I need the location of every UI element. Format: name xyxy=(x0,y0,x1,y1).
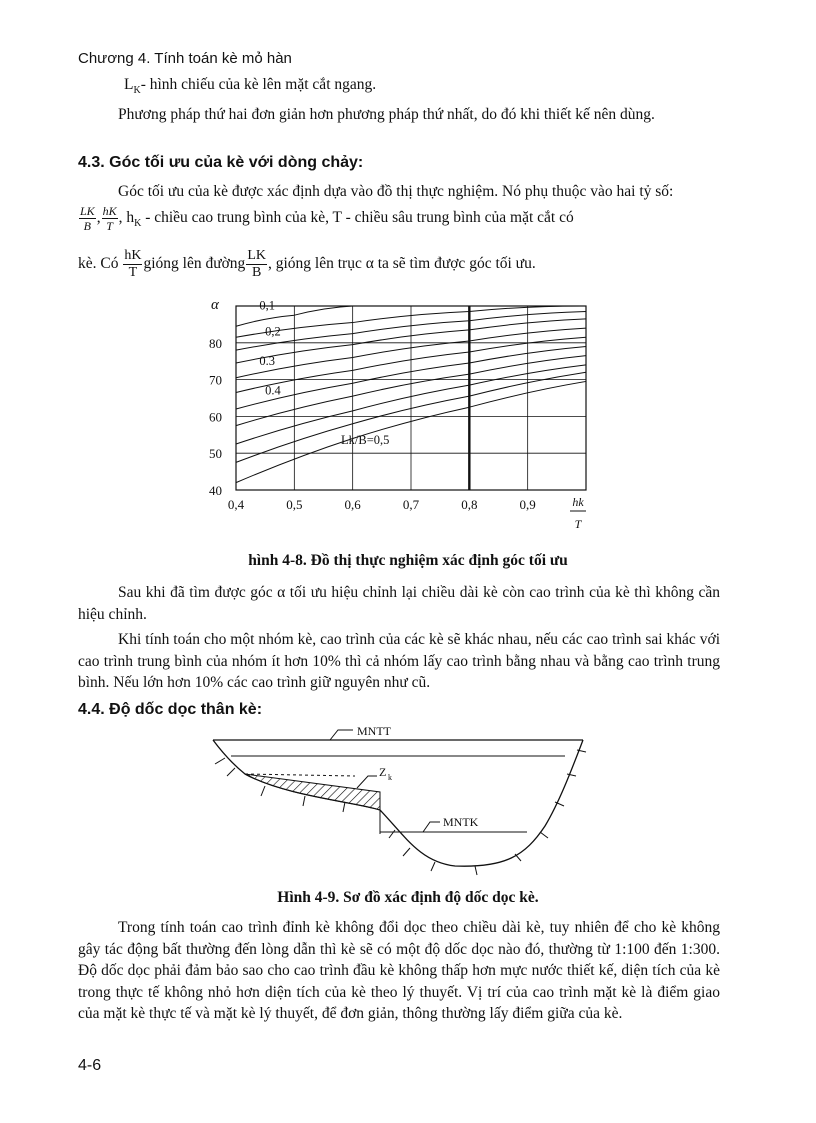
y-tick-label: 50 xyxy=(209,446,222,462)
section-4-3-line1: Góc tối ưu của kè được xác định dựa vào đồ thị thực nghiệm. Nó phụ thuộc vào hai tỷ số: xyxy=(118,183,674,200)
x-tick-label: 0,9 xyxy=(519,497,536,512)
chart-labels xyxy=(259,299,389,447)
label-zk-sub: k xyxy=(388,773,392,782)
fraction-hk-t-2: $\frac{hK}{T}$ xyxy=(124,248,142,280)
y-tick-label: 60 xyxy=(209,409,222,425)
slope-diagram xyxy=(205,726,590,876)
section-4-3-title: 4.3. Góc tối ưu của kè với dòng chảy: xyxy=(78,154,364,171)
section-4-3-line3: kè. Có $\frac{hK}{T}$ gióng lên đường $\frac{LK}{B}$ , gióng lên trục α ta sẽ tìm được góc tối ưu. xyxy=(78,248,536,280)
curve-label: Lk/B=0,5 xyxy=(341,433,390,447)
mntt-leader xyxy=(330,730,353,740)
figure-4-8-caption: hình 4-8. Đồ thị thực nghiệm xác định góc tối ưu xyxy=(248,552,568,569)
section-4-4-title: 4.4. Độ dốc dọc thân kè: xyxy=(78,701,263,718)
label-mntt: MNTT xyxy=(357,726,391,738)
figure-4-9-caption: Hình 4-9. Sơ đồ xác định độ dốc dọc kè. xyxy=(277,889,539,906)
x-tick-label: 0,6 xyxy=(344,497,361,512)
lk-symbol: L xyxy=(124,76,134,93)
y-tick-label: 80 xyxy=(209,335,222,351)
page-number: 4-6 xyxy=(78,1057,102,1074)
final-paragraph: Trong tính toán cao trình đỉnh kè không đổi dọc theo chiều dài kè, tuy nhiên để cho kè không gây tác động bất thường đến lòng dẫn thì kè sẽ có một độ dốc dọc nào đó, thường từ 1:100 đến 1:300. Độ dốc dọc phải đảm bảo sao cho cao trình đầu kè không thấp hơn mực nước thiết kế, diện tích của kè trong thực tế không nhỏ hơn diện tích của kè theo lý thuyết. Vị trí của cao trình mặt kè là điểm giao của mặt kè thực tế và mặt kè lý thuyết, để đơn giản, thông thường lấy điểm giữa của kè. xyxy=(78,919,720,1022)
fraction-hk-t: $\frac{hK}{T}$ xyxy=(102,204,117,233)
curve-label: 0.4 xyxy=(265,383,281,398)
y-axis-label: α xyxy=(211,297,219,313)
method-paragraph: Phương pháp thứ hai đơn giản hơn phương pháp thứ nhất, do đó khi thiết kế nên dùng. xyxy=(118,106,655,123)
x-tick-label: 0,8 xyxy=(461,497,478,512)
fraction-lk-b: $\frac{LK}{B}$ xyxy=(80,204,95,233)
x-tick-label: 0,5 xyxy=(286,497,303,512)
optimal-angle-chart xyxy=(190,292,600,542)
riverbed-outline xyxy=(213,740,583,866)
lk-subscript: K xyxy=(133,85,141,97)
section-4-3-line2: $\frac{LK}{B}$ , $\frac{hK}{T}$ , $h_K$ - chiều cao trung bình của kè, T - chiều sâu trung bình của mặt cắt có xyxy=(80,204,574,233)
curve-label: 0,2 xyxy=(265,324,281,339)
lk-definition xyxy=(124,76,376,96)
after-chart-paragraph-2: Khi tính toán cho một nhóm kè, cao trình của các kè sẽ khác nhau, nếu các cao trình sai khác với cao trình trung bình của nhóm ít hơn 10% thì cả nhóm lấy cao trình bằng nhau và bằng cao trình trung bình. Nếu lớn hơn 10% các cao trình giữ nguyên như cũ. xyxy=(78,631,720,691)
x-axis-label-num: hk xyxy=(572,495,584,509)
mntk-leader xyxy=(423,822,440,832)
x-axis-label-den: T xyxy=(574,517,582,531)
lk-definition-text: - hình chiếu của kè lên mặt cắt ngang. xyxy=(140,76,377,93)
label-mntk: MNTK xyxy=(443,815,479,829)
x-tick-label: 0,7 xyxy=(402,497,420,512)
curve-label: 0,1 xyxy=(259,298,275,313)
ground-ticks xyxy=(215,750,586,875)
curve-label: 0.3 xyxy=(259,353,275,368)
x-tick-label: 0,4 xyxy=(227,497,245,512)
zk-leader xyxy=(357,776,377,788)
groyne-hatch xyxy=(245,774,380,810)
chapter-header: Chương 4. Tính toán kè mỏ hàn xyxy=(78,50,292,67)
after-chart-paragraph-1: Sau khi đã tìm được góc α tối ưu hiệu chỉnh lại chiều dài kè còn cao trình của kè thì không cần hiệu chỉnh. xyxy=(78,584,720,623)
label-zk: Z xyxy=(379,765,387,779)
y-tick-label: 70 xyxy=(209,372,222,388)
fraction-lk-b-2: $\frac{LK}{B}$ xyxy=(247,248,266,280)
y-tick-label: 40 xyxy=(209,483,222,498)
